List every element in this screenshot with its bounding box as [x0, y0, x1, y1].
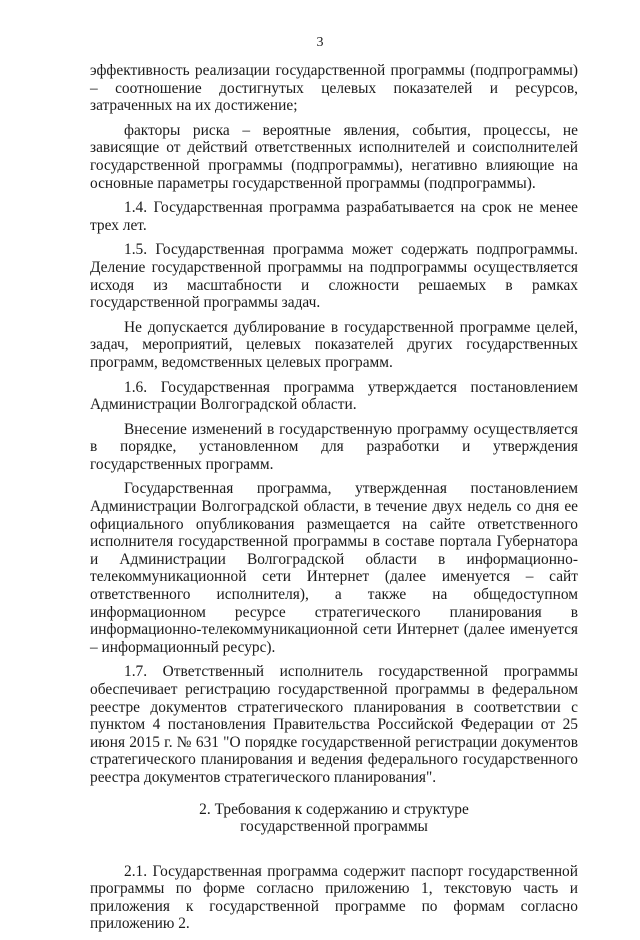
paragraph-1-5: 1.5. Государственная программа может содержать подпрограммы. Деление государственной программы на подпрограммы осуществляется исходя из масштабности и сложности решаемых в рамках государственной программы задач. — [90, 241, 578, 312]
paragraph-1-6: 1.6. Государственная программа утверждается постановлением Администрации Волгоградской области. — [90, 378, 578, 414]
paragraph-2-1: 2.1. Государственная программа содержит паспорт государственной программы по форме согласно приложению 1, текстовую часть и приложения к государственной программе по формам согласно приложению 2. — [90, 862, 578, 933]
section-heading-line-2: государственной программы — [240, 817, 428, 835]
page-number: 3 — [316, 35, 324, 50]
paragraph-1-4: 1.4. Государственная программа разрабатывается на срок не менее трех лет. — [90, 199, 578, 234]
paragraph-risk-factors: факторы риска – вероятные явления, события, процессы, не зависящие от действий ответственных исполнителей и соисполнителей государственной программы (подпрограммы), негативно влияющие на основные параметры государственной программы (подпрограммы). — [90, 121, 578, 192]
paragraph-no-duplication: Не допускается дублирование в государственной программе целей, задач, мероприятий, целевых показателей других государственных программ, ведомственных целевых программ. — [90, 318, 578, 371]
paragraph-amendments: Внесение изменений в государственную программу осуществляется в порядке, установленном для разработки и утверждения государственных программ. — [90, 420, 578, 473]
paragraph-efficiency-definition: эффективность реализации государственной программы (подпрограммы) – соотношение достигнутых целевых показателей и ресурсов, затраченных на их достижение; — [90, 62, 578, 115]
paragraph-publication: Государственная программа, утвержденная постановлением Администрации Волгоградской области, в течение двух недель со дня ее официального опубликования размещается на сайте ответственного исполнителя государственной программы в составе портала Губернатора и Администрации Волгоградской области в информационно-телекоммуникационной сети Интернет (далее именуется – сайт ответственного исполнителя), а также на общедоступном информационном ресурсе стратегического планирования в информационно-телекоммуникационной сети Интернет (далее именуется – информационный ресурс). — [90, 480, 578, 656]
paragraph-1-7: 1.7. Ответственный исполнитель государственной программы обеспечивает регистрацию государственной программы в федеральном реестре документов стратегического планирования в соответствии с пунктом 4 постановления Правительства Российской Федерации от 25 июня 2015 г. № 631 "О порядке государственной регистрации документов стратегического планирования и ведения федерального государственного реестра документов стратегического планирования". — [90, 663, 578, 786]
section-heading-line-1: 2. Требования к содержанию и структуре — [199, 800, 469, 818]
document-body — [90, 62, 578, 940]
section-heading — [90, 801, 578, 835]
